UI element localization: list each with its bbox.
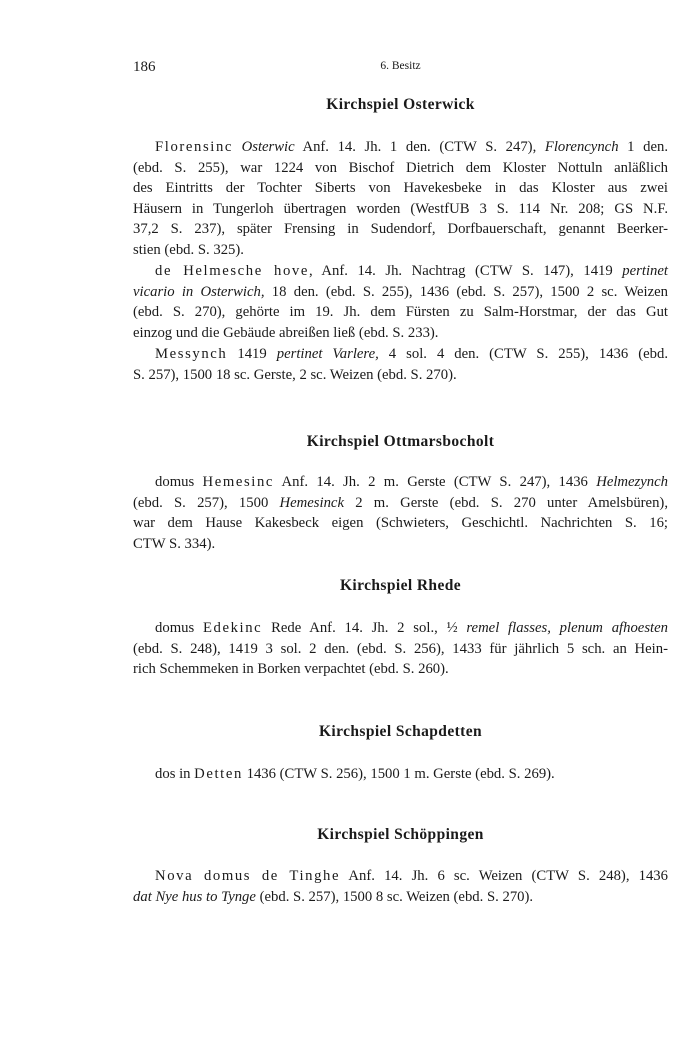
section-heading: Kirchspiel Schapdetten [318,723,483,740]
section-schapdetten [133,721,668,743]
entry-text: stien (ebd. S. 325). [133,241,244,258]
italic-quote: pertinet Varlere, [276,346,379,362]
entry-text: (ebd. S. 257), 1500 8 sc. Weizen (ebd. S. 270). [255,888,534,905]
entry-text: dos in [155,766,195,782]
entry-detten [133,764,668,785]
entry-text: domus [155,620,203,636]
italic-quote: Florencynch [544,139,619,155]
italic-quote: pertinet [622,263,668,279]
register-entry [133,472,668,554]
entry-line [133,219,668,240]
register-entry [133,764,668,785]
section-osterwick [133,94,668,116]
entry-line [133,534,668,555]
entry-line [133,887,668,908]
entry-edekinc [133,618,668,680]
register-entry [133,866,668,907]
entry-line [133,240,668,261]
section-rhede [133,575,668,597]
entry-text: Anf. 14. Jh. 2 m. Gerste (CTW S. 247), 1436 [274,474,597,490]
entry-text: 1 den. [618,139,668,155]
entry-text: 1419 [227,346,277,362]
entry-line [133,365,668,386]
entry-line [133,472,668,493]
entry-line [133,639,668,660]
italic-quote: Helmezynch [596,474,668,490]
italic-quote: Osterwic [241,139,295,155]
entry-text: domus [155,474,203,490]
entry-line [133,493,668,514]
entry-tinghe [133,866,668,907]
entry-text [233,139,242,155]
lemma-text: Nova domus de Tinghe [155,868,341,884]
register-entry [133,261,668,343]
section-heading: Kirchspiel Rhede [339,577,462,594]
entry-text: (ebd. S. 257), 1500 [133,494,280,511]
section-heading: Kirchspiel Schöppingen [317,826,484,843]
entry-text: , Anf. 14. Jh. Nachtrag (CTW S. 147), 1419 [308,263,623,279]
entry-line [133,137,668,158]
italic-quote: remel flasses, plenum afhoesten [466,620,668,636]
entry-messynch [133,344,668,385]
lemma-text: Messynch [155,346,228,362]
italic-quote: vicario in Osterwich, [133,283,265,300]
lemma-text: Edekinc [202,620,263,636]
entry-line [133,261,668,282]
entry-text: 18 den. (ebd. S. 255), 1436 (ebd. S. 257), 1500 2 sc. Weizen [264,283,668,300]
entry-text: 37,2 S. 237), später Frensing in Sudendorf, Dorfbauerschaft, genannt Beerker- [133,221,668,238]
entry-text: einzog und die Gebäude abreißen ließ (ebd. S. 233). [133,324,439,341]
entry-text: Anf. 14. Jh. 6 sc. Weizen (CTW S. 248), 1436 [340,868,668,884]
entry-text: Häusern in Tungerloh übertragen worden (WestfUB 3 S. 114 Nr. 208; GS N.F. [133,200,668,217]
entry-hemesinc [133,472,668,554]
entry-line [133,323,668,344]
entry-line [133,344,668,365]
italic-quote: dat Nye hus to Tynge [133,888,256,905]
entry-text: (ebd. S. 255), war 1224 von Bischof Dietrich dem Kloster Nottuln anläßlich [133,159,668,176]
entry-line [133,659,668,680]
page-header [133,59,668,79]
entry-text: rich Schemmeken in Borken verpachtet (ebd. S. 260). [133,661,449,678]
italic-quote: Hemesinck [279,494,344,511]
entry-line [133,302,668,323]
entry-florensinc [133,137,668,261]
lemma-text: de Helmesche hove [155,263,309,279]
section-heading: Kirchspiel Osterwick [326,96,475,113]
entry-line [133,513,668,534]
entry-text: Rede Anf. 14. Jh. 2 sol., ½ [262,620,467,636]
entry-text: S. 257), 1500 18 sc. Gerste, 2 sc. Weizen (ebd. S. 270). [133,366,457,383]
entry-text: Anf. 14. Jh. 1 den. (CTW S. 247), [294,139,545,155]
register-entry [133,137,668,261]
register-entry [133,618,668,680]
entry-line [133,618,668,639]
entry-text: CTW S. 334). [133,535,216,552]
entry-line [133,158,668,179]
entry-text: (ebd. S. 248), 1419 3 sol. 2 den. (ebd. S. 256), 1433 für jährlich 5 sch. an Hein- [133,640,668,657]
entry-text: (ebd. S. 270), gehörte im 19. Jh. dem Fürsten zu Salm-Horstmar, der das Gut [133,304,668,321]
entry-line [133,199,668,220]
entry-helmesche-hove [133,261,668,343]
section-heading: Kirchspiel Ottmarsbocholt [306,433,495,450]
entry-line [133,866,668,887]
register-entry [133,344,668,385]
entry-line [133,282,668,303]
running-title: 6. Besitz [380,60,421,72]
entry-text: 4 sol. 4 den. (CTW S. 255), 1436 (ebd. [378,346,668,362]
entry-text: war dem Hause Kakesbeck eigen (Schwieters, Geschichtl. Nachrichten S. 16; [133,515,668,532]
section-ottmarsbocholt [133,431,668,453]
entry-line [133,178,668,199]
entry-text: 1436 (CTW S. 256), 1500 1 m. Gerste (ebd. S. 269). [242,766,555,782]
entry-text: des Eintritts der Tochter Siberts von Havekesbeke in das Kloster aus zwei [133,180,668,197]
lemma-text: Hemesinc [202,474,275,490]
lemma-text: Florensinc [155,139,234,155]
section-schoeppingen [133,824,668,846]
lemma-text: Detten [194,766,243,782]
entry-text: 2 m. Gerste (ebd. S. 270 unter Amelsbüren), [343,494,668,511]
entry-line [133,764,668,785]
page-number: 186 [133,59,156,75]
